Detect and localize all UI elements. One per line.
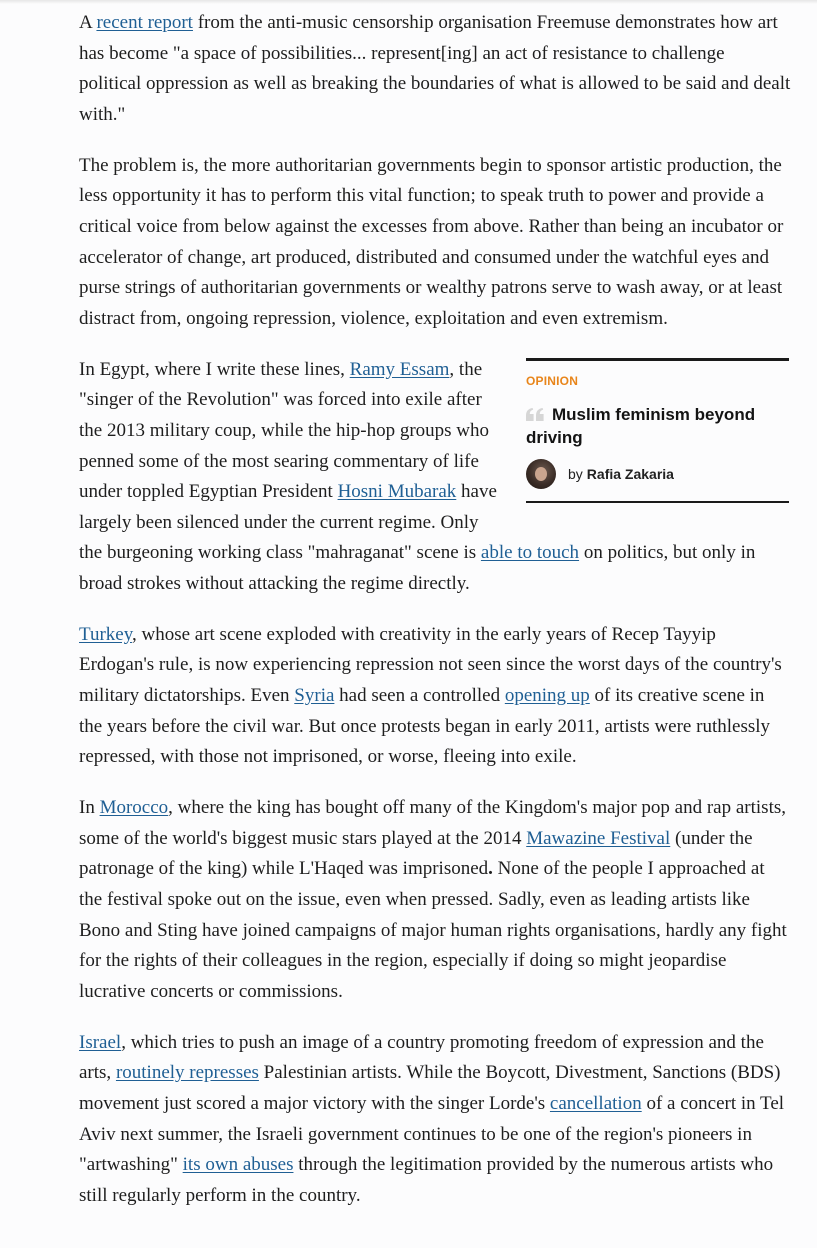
link-its-own-abuses[interactable]: its own abuses xyxy=(182,1154,294,1176)
link-israel[interactable]: Israel xyxy=(79,1031,122,1053)
author-avatar[interactable] xyxy=(526,459,556,489)
paragraph-turkey: Turkey, whose art scene exploded with creativity in the early years of Recep Tayyip Erdogan's rule, is now experiencing repression not seen since the worst days of the country's military dictatorships. Even Syria had seen a controlled opening up of its creative scene in the years before the civil war. But once protests began in early 2011, artists were ruthlessly repressed, with those not imprisoned, or worse, fleeing into exile. xyxy=(79,623,782,768)
related-headline[interactable]: Muslim feminism beyond driving xyxy=(526,404,756,447)
link-turkey[interactable]: Turkey xyxy=(79,623,132,645)
paragraph-freemuse: A recent report from the anti-music censorship organisation Freemuse demonstrates how art has become "a space of possibilities... represent[ing] an act of resistance to challenge political oppression as well as breaking the boundaries of what is allowed to be said and dealt with." xyxy=(79,12,791,125)
paragraph-authoritarian: The problem is, the more authoritarian governments begin to sponsor artistic production, the less opportunity it has to perform this vital function; to speak truth to power and provide a critical voice from below against the excesses from above. Rather than being an incubator or accelerator of change, art produced, distributed and consumed under the watchful eyes and purse strings of authoritarian governments or wealthy patrons serve to wash away, or at least distract from, ongoing repression, violence, exploitation and even extremism. xyxy=(79,154,784,329)
quote-icon xyxy=(526,408,544,421)
link-syria[interactable]: Syria xyxy=(294,685,335,707)
paragraph-egypt: In Egypt, where I write these lines, Ramy Essam, the "singer of the Revolution" was forced into exile after the 2013 military coup, while the hip-hop groups who penned some of the most searing commentary of life under toppled Egyptian President Hosni Mubarak have largely been silenced under the current regime. Only the burgeoning working class "mahraganat" scene is able to touch on politics, but only in broad strokes without attacking the regime directly. xyxy=(79,358,756,594)
author-name[interactable]: Rafia Zakaria xyxy=(586,465,674,482)
link-ramy-essam[interactable]: Ramy Essam xyxy=(349,358,450,380)
link-mawazine-festival[interactable]: Mawazine Festival xyxy=(526,827,671,849)
link-cancellation[interactable]: cancellation xyxy=(549,1092,642,1114)
paragraph-israel: Israel, which tries to push an image of a country promoting freedom of expression and the arts, routinely represses Palestinian artists. While the Boycott, Divestment, Sanctions (BDS) movement just scored a major victory with the singer Lorde's cancellation of a concert in Tel Aviv next summer, the Israeli government continues to be one of the region's pioneers in "artwashing" its own abuses through the legitimation provided by the numerous artists who still regularly perform in the country. xyxy=(79,1031,785,1206)
article-body xyxy=(79,8,791,1232)
opinion-kicker: OPINION xyxy=(526,373,579,388)
byline xyxy=(526,459,789,489)
link-routinely-represses[interactable]: routinely represses xyxy=(115,1062,259,1084)
link-recent-report[interactable]: recent report xyxy=(96,12,193,33)
related-opinion-card[interactable] xyxy=(526,358,789,503)
top-shadow xyxy=(0,0,817,4)
paragraph-morocco: In Morocco, where the king has bought off many of the Kingdom's major pop and rap artists, some of the world's biggest music stars played at the 2014 Mawazine Festival (under the patronage of the king) while L'Haqed was imprisoned. None of the people I approached at the festival spoke out on the issue, even when pressed. Sadly, even as leading artists like Bono and Sting have joined campaigns of major human rights organisations, hardly any fight for the rights of their colleagues in the region, especially if doing so might jeopardise lucrative concerts or commissions. xyxy=(79,797,787,1002)
link-opening-up[interactable]: opening up xyxy=(504,685,590,707)
link-hosni-mubarak[interactable]: Hosni Mubarak xyxy=(337,481,457,503)
link-morocco[interactable]: Morocco xyxy=(99,797,169,819)
link-able-to-touch[interactable]: able to touch xyxy=(480,542,580,564)
by-label: by xyxy=(568,465,583,482)
